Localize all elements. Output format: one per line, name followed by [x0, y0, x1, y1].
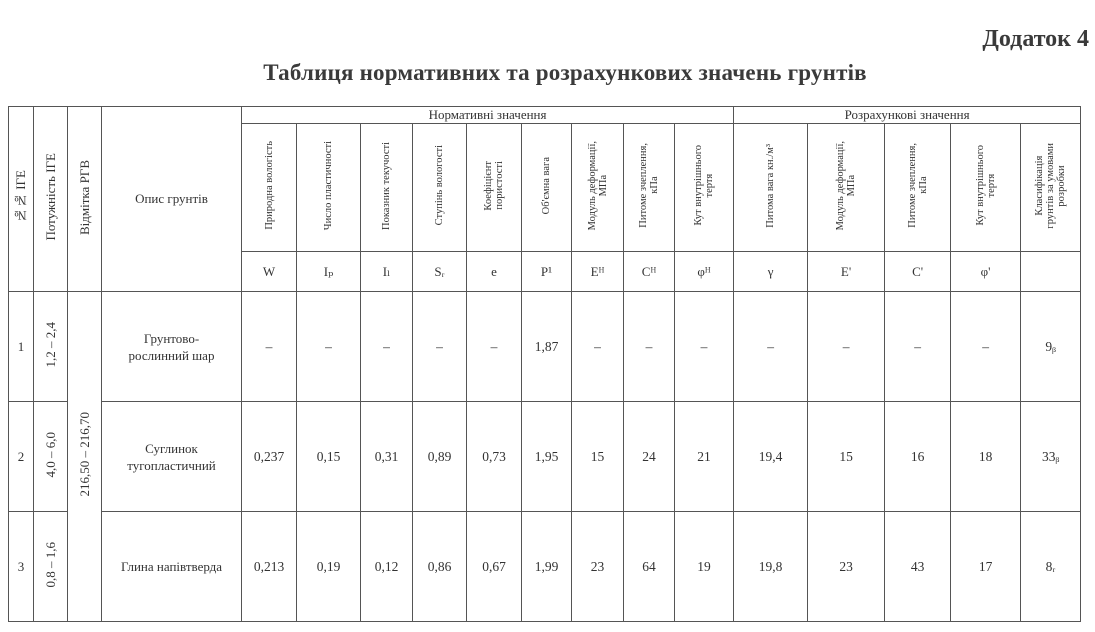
column-label: Модуль деформації, МПа — [808, 124, 885, 252]
value-cell: 43 — [885, 512, 951, 622]
value-cell: 23 — [808, 512, 885, 622]
value-cell: 0,213 — [242, 512, 297, 622]
column-label: Показник текучості — [361, 124, 413, 252]
column-symbol: Cᴴ — [624, 252, 675, 292]
thickness-cell: 4,0 – 6,0 — [34, 402, 68, 512]
column-symbol: Eᴴ — [572, 252, 624, 292]
value-cell: 19 — [675, 512, 734, 622]
value-cell: 16 — [885, 402, 951, 512]
thickness-cell: 0,8 – 1,6 — [34, 512, 68, 622]
table-row — [9, 512, 1081, 622]
value-cell: 0,67 — [467, 512, 522, 622]
column-symbol: Iₚ — [297, 252, 361, 292]
value-cell: 0,19 — [297, 512, 361, 622]
value-cell: 0,31 — [361, 402, 413, 512]
column-label: Природна вологість — [242, 124, 297, 252]
column-label: Число пластичності — [297, 124, 361, 252]
column-label: Кут внутрішнього тертя — [951, 124, 1021, 252]
value-cell: 1,87 — [522, 292, 572, 402]
header-normative-group: Нормативні значення — [242, 107, 734, 124]
value-cell: 1,99 — [522, 512, 572, 622]
value-cell: 19,8 — [734, 512, 808, 622]
value-cell: 0,73 — [467, 402, 522, 512]
column-symbol: W — [242, 252, 297, 292]
value-cell: 23 — [572, 512, 624, 622]
soil-description: Грунтово- рослинний шар — [102, 292, 242, 402]
column-symbol: Sᵣ — [413, 252, 467, 292]
column-symbol: P¹ — [522, 252, 572, 292]
column-label: Модуль деформації, МПа — [572, 124, 624, 252]
value-cell: 0,12 — [361, 512, 413, 622]
header-elevation: Відмітка РГВ — [68, 107, 102, 292]
value-cell: 0,86 — [413, 512, 467, 622]
column-label: Об'ємна вага — [522, 124, 572, 252]
column-symbol: φᴴ — [675, 252, 734, 292]
ige-number: 1 — [9, 292, 34, 402]
header-ige-no: №№ ІГЕ — [9, 107, 34, 292]
thickness-cell: 1,2 – 2,4 — [34, 292, 68, 402]
value-cell: 18 — [951, 402, 1021, 512]
table-row — [9, 402, 1081, 512]
value-cell: – — [242, 292, 297, 402]
soil-values-table — [8, 106, 1081, 622]
ige-number: 3 — [9, 512, 34, 622]
value-cell: – — [951, 292, 1021, 402]
column-symbol: E' — [808, 252, 885, 292]
appendix-label: Додаток 4 — [982, 26, 1089, 52]
header-description: Опис грунтів — [102, 107, 242, 292]
value-cell: – — [361, 292, 413, 402]
column-symbol: e — [467, 252, 522, 292]
value-cell: – — [413, 292, 467, 402]
page-title: Таблиця нормативних та розрахункових значень грунтів — [263, 60, 867, 85]
value-cell: 15 — [808, 402, 885, 512]
column-label: Питома вага кн./м³ — [734, 124, 808, 252]
elevation-cell: 216,50 – 216,70 — [68, 292, 102, 622]
value-cell: – — [467, 292, 522, 402]
value-cell: 64 — [624, 512, 675, 622]
header-design-group: Розрахункові значення — [734, 107, 1081, 124]
value-cell: 21 — [675, 402, 734, 512]
value-cell: – — [734, 292, 808, 402]
value-cell: 0,89 — [413, 402, 467, 512]
column-symbol: γ — [734, 252, 808, 292]
value-cell: 17 — [951, 512, 1021, 622]
column-symbol — [1021, 252, 1081, 292]
soil-description: Суглинок тугопластичний — [102, 402, 242, 512]
value-cell: 33ᵦ — [1021, 402, 1081, 512]
value-cell: – — [624, 292, 675, 402]
soil-description: Глина напівтверда — [102, 512, 242, 622]
value-cell: 24 — [624, 402, 675, 512]
ige-number: 2 — [9, 402, 34, 512]
value-cell: 8ᵣ — [1021, 512, 1081, 622]
value-cell: 15 — [572, 402, 624, 512]
column-label: Питоме зчеплення, кПа — [624, 124, 675, 252]
column-symbol: Iₗ — [361, 252, 413, 292]
column-symbol: φ' — [951, 252, 1021, 292]
header-thickness: Потужність ІГЕ — [34, 107, 68, 292]
value-cell: 9ᵦ — [1021, 292, 1081, 402]
column-label: Ступінь вологості — [413, 124, 467, 252]
value-cell: – — [885, 292, 951, 402]
column-label: Кут внутрішнього тертя — [675, 124, 734, 252]
value-cell: – — [808, 292, 885, 402]
value-cell: 0,237 — [242, 402, 297, 512]
value-cell: – — [297, 292, 361, 402]
value-cell: 19,4 — [734, 402, 808, 512]
value-cell: 1,95 — [522, 402, 572, 512]
column-label: Коефіцієнт пористості — [467, 124, 522, 252]
table-row — [9, 292, 1081, 402]
column-label: Питоме зчеплення, кПа — [885, 124, 951, 252]
column-symbol: C' — [885, 252, 951, 292]
value-cell: 0,15 — [297, 402, 361, 512]
column-label: Класифікація грунтів за умовами розробки — [1021, 124, 1081, 252]
value-cell: – — [572, 292, 624, 402]
value-cell: – — [675, 292, 734, 402]
